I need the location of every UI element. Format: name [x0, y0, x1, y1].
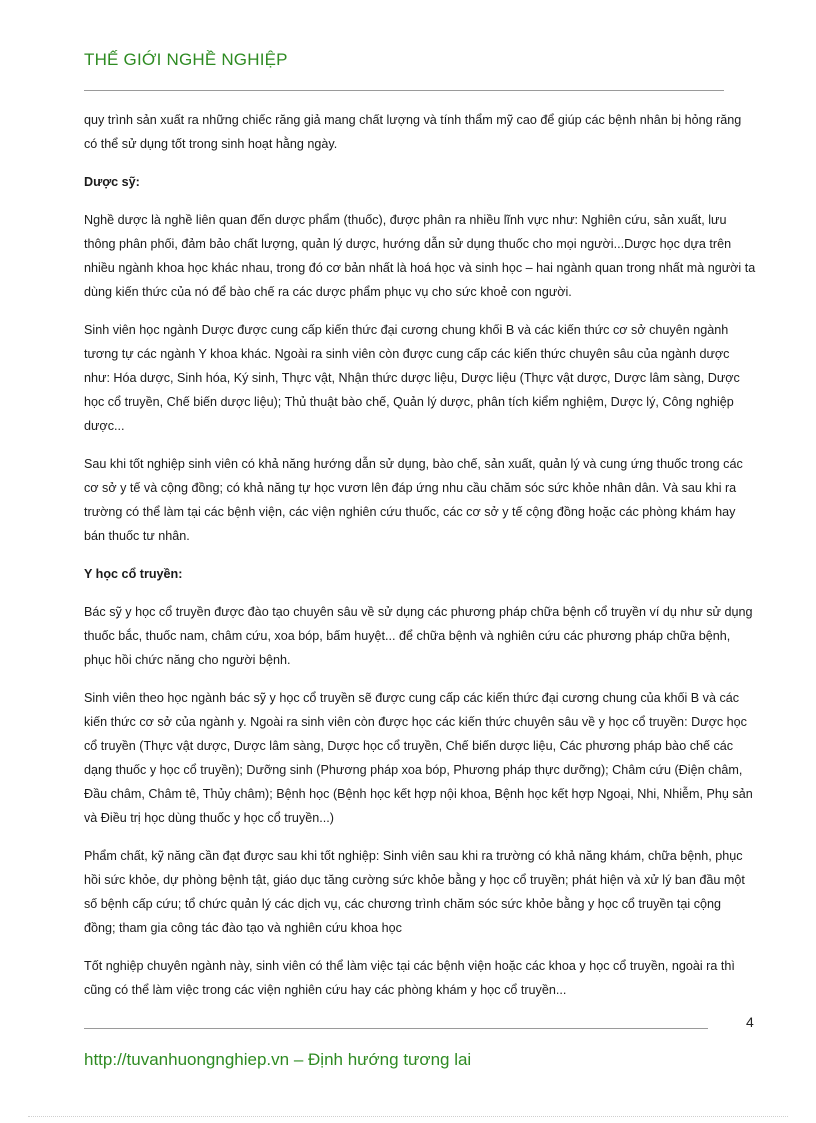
section-heading-traditional-medicine: Y học cổ truyền: — [84, 567, 183, 581]
paragraph: Phẩm chất, kỹ năng cần đạt được sau khi tốt nghiệp: Sinh viên sau khi ra trường có khả năng khám, chữa bệnh, phục hồi sức khỏe, dự phòng bệnh tật, giáo dục tăng cường sức khỏe bằng y học cổ truyền; phát hiện và xử lý ban đầu một số bệnh cấp cứu; tổ chức quản lý các dịch vụ, các chương trình chăm sóc sức khỏe bằng y học cổ truyền tại cộng đồng; tham gia công tác đào tạo và nghiên cứu khoa học — [84, 849, 745, 935]
intro-paragraph: quy trình sản xuất ra những chiếc răng giả mang chất lượng và tính thẩm mỹ cao để giúp các bệnh nhân bị hỏng răng có thể sử dụng tốt trong sinh hoạt hằng ngày. — [84, 113, 742, 151]
page-number: 4 — [746, 1014, 754, 1030]
page-header-title: THẾ GIỚI NGHỀ NGHIỆP — [84, 50, 288, 69]
paragraph: Tốt nghiệp chuyên ngành này, sinh viên có thể làm việc tại các bệnh viện hoặc các khoa y học cổ truyền, ngoài ra thì cũng có thể làm việc trong các viện nghiên cứu hay các phòng khám y học cổ truyền... — [84, 959, 735, 997]
paragraph: Sau khi tốt nghiệp sinh viên có khả năng hướng dẫn sử dụng, bào chế, sản xuất, quản lý và cung ứng thuốc trong các cơ sở y tế và cộng đồng; có khả năng tự học vươn lên đáp ứng nhu cầu chăm sóc sức khỏe nhân dân. Và sau khi ra trường có thể làm tại các bệnh viện, các viện nghiên cứu thuốc, các cơ sở y tế cộng đồng hoặc các phòng khám hay bán thuốc tư nhân. — [84, 457, 743, 543]
footer-divider — [84, 1028, 708, 1029]
paragraph: Sinh viên theo học ngành bác sỹ y học cổ truyền sẽ được cung cấp các kiến thức đại cương chung của khối B và các kiến thức cơ sở của ngành y. Ngoài ra sinh viên còn được học các kiến thức chuyên sâu về y học cổ truyền: Dược học cổ truyền (Thực vật dược, Dược lâm sàng, Dược học cổ truyền, Chế biến dược liệu, Các phương pháp bào chế các dạng thuốc y học cổ truyền); Dưỡng sinh (Phương pháp xoa bóp, Phương pháp thực dưỡng); Châm cứu (Điện châm, Đầu châm, Châm tê, Thủy châm); Bệnh học (Bệnh học kết hợp nội khoa, Bệnh học kết hợp Ngoại, Nhi, Nhiễm, Phụ sản và Điều trị học dùng thuốc y học cổ truyền...) — [84, 691, 753, 825]
paragraph: Bác sỹ y học cổ truyền được đào tạo chuyên sâu về sử dụng các phương pháp chữa bệnh cổ truyền ví dụ như sử dụng thuốc bắc, thuốc nam, châm cứu, xoa bóp, bấm huyệt... để chữa bệnh và nghiên cứu các phương pháp chữa bệnh, phục hồi chức năng cho người bệnh. — [84, 605, 753, 667]
paragraph: Sinh viên học ngành Dược được cung cấp kiến thức đại cương chung khối B và các kiến thức cơ sở chuyên ngành tương tự các ngành Y khoa khác. Ngoài ra sinh viên còn được cung cấp các kiến thức chuyên sâu của ngành dược như: Hóa dược, Sinh hóa, Ký sinh, Thực vật, Nhận thức dược liệu, Dược liệu (Thực vật dược, Dược lâm sàng, Dược học cổ truyền, Chế biến dược liệu); Thủ thuật bào chế, Quản lý dược, phân tích kiểm nghiệm, Dược lý, Công nghiệp dược... — [84, 323, 740, 433]
paragraph: Nghề dược là nghề liên quan đến dược phẩm (thuốc), được phân ra nhiều lĩnh vực như: Nghiên cứu, sản xuất, lưu thông phân phối, đảm bảo chất lượng, quản lý dược, hướng dẫn sử dụng thuốc cho mọi người...Dược học dựa trên nhiều ngành khoa học khác nhau, trong đó cơ bản nhất là hoá học và sinh học – hai ngành quan trong nhất mà người ta dùng kiến thức của nó để bào chế ra các dược phẩm phục vụ cho sức khoẻ con người. — [84, 213, 756, 299]
section-heading-pharmacist: Dược sỹ: — [84, 175, 140, 189]
header-divider — [84, 90, 724, 91]
page-edge-divider — [28, 1116, 788, 1117]
document-body — [84, 108, 756, 1016]
footer-website-link[interactable]: http://tuvanhuongnghiep.vn – Định hướng tương lai — [84, 1050, 472, 1069]
